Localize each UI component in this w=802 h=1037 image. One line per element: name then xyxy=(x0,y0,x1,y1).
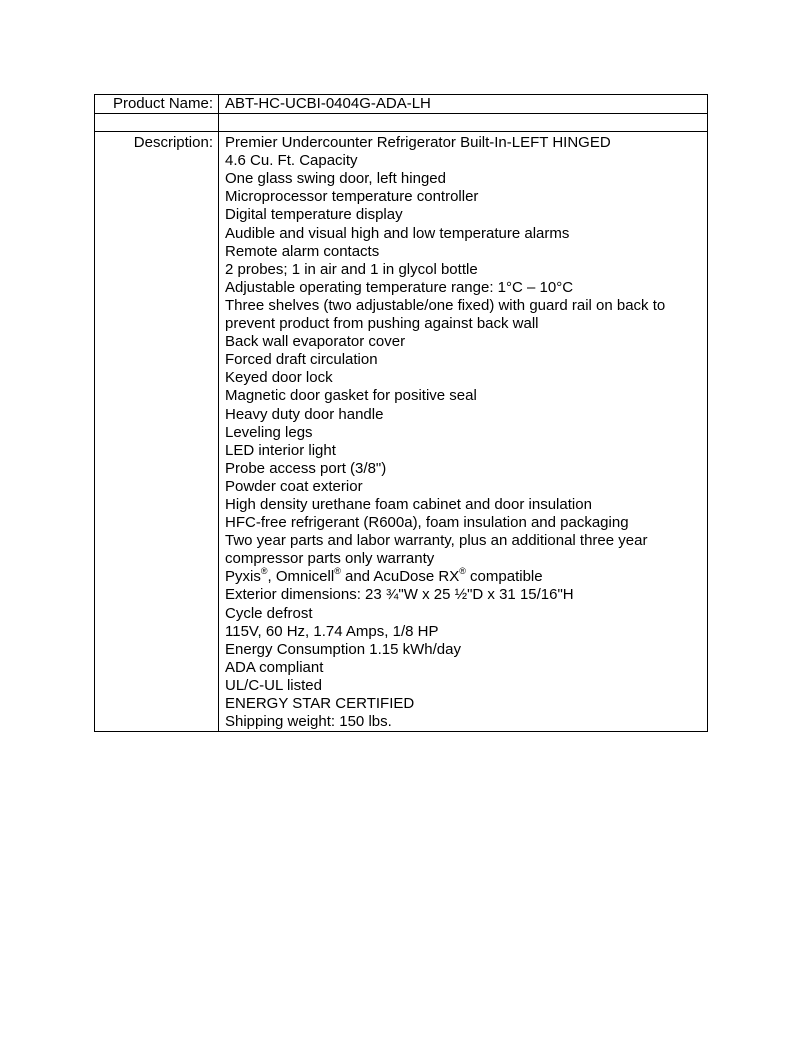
description-line: One glass swing door, left hinged xyxy=(225,170,446,188)
description-line: Audible and visual high and low temperature alarms xyxy=(225,224,570,242)
compat-separator: , xyxy=(267,568,276,586)
compat-brand-pyxis: Pyxis xyxy=(225,568,261,586)
description-value xyxy=(219,132,708,732)
description-line: Adjustable operating temperature range: 1°C – 10°C xyxy=(225,278,574,296)
description-line: High density urethane foam cabinet and door insulation xyxy=(225,495,592,513)
registered-mark: ® xyxy=(459,566,466,577)
description-line: Back wall evaporator cover xyxy=(225,333,406,351)
compat-brand-omnicell: Omnicell xyxy=(275,568,335,586)
product-name-value: ABT-HC-UCBI-0404G-ADA-LH xyxy=(219,95,708,114)
description-line: Microprocessor temperature controller xyxy=(225,188,479,206)
blank-label-cell xyxy=(95,114,219,132)
product-spec-table xyxy=(94,94,708,732)
description-line: 4.6 Cu. Ft. Capacity xyxy=(225,152,358,170)
compatibility-line xyxy=(225,568,703,586)
description-line: Remote alarm contacts xyxy=(225,242,380,260)
description-line: UL/C-UL listed xyxy=(225,676,322,694)
product-name-label: Product Name: xyxy=(95,95,219,114)
product-name-row xyxy=(95,95,708,114)
description-line: Energy Consumption 1.15 kWh/day xyxy=(225,640,461,658)
description-line: Heavy duty door handle xyxy=(225,405,384,423)
description-line: Shipping weight: 150 lbs. xyxy=(225,713,392,731)
compat-suffix: compatible xyxy=(465,568,543,586)
compat-separator: and xyxy=(340,568,374,586)
description-line: Two year parts and labor warranty, plus an additional three year compressor parts only warranty xyxy=(225,532,648,568)
description-row xyxy=(95,132,708,732)
description-line: Premier Undercounter Refrigerator Built-In-LEFT HINGED xyxy=(225,134,611,152)
description-line: 2 probes; 1 in air and 1 in glycol bottle xyxy=(225,260,478,278)
description-line: Leveling legs xyxy=(225,423,313,441)
description-line: ADA compliant xyxy=(225,658,324,676)
compat-brand-acudose: AcuDose RX xyxy=(373,568,460,586)
description-line: HFC-free refrigerant (R600a), foam insulation and packaging xyxy=(225,514,629,532)
description-line: Probe access port (3/8") xyxy=(225,459,387,477)
blank-row xyxy=(95,114,708,132)
description-list xyxy=(225,134,703,731)
description-line: ENERGY STAR CERTIFIED xyxy=(225,695,415,712)
description-line: Keyed door lock xyxy=(225,369,333,387)
description-line: 115V, 60 Hz, 1.74 Amps, 1/8 HP xyxy=(225,622,439,640)
description-line: LED interior light xyxy=(225,441,336,459)
registered-mark: ® xyxy=(334,566,341,577)
description-line: Forced draft circulation xyxy=(225,351,378,369)
description-line: Digital temperature display xyxy=(225,206,403,224)
description-line: Cycle defrost xyxy=(225,604,313,622)
description-label: Description: xyxy=(95,132,219,732)
description-line: Exterior dimensions: 23 ¾"W x 25 ½"D x 31 15/16"H xyxy=(225,586,574,604)
description-line: Powder coat exterior xyxy=(225,477,363,495)
blank-value-cell xyxy=(219,114,708,132)
registered-mark: ® xyxy=(260,566,268,577)
description-line: Three shelves (two adjustable/one fixed) with guard rail on back to prevent product from pushing against back wall xyxy=(225,296,666,333)
description-line: Magnetic door gasket for positive seal xyxy=(225,387,477,405)
